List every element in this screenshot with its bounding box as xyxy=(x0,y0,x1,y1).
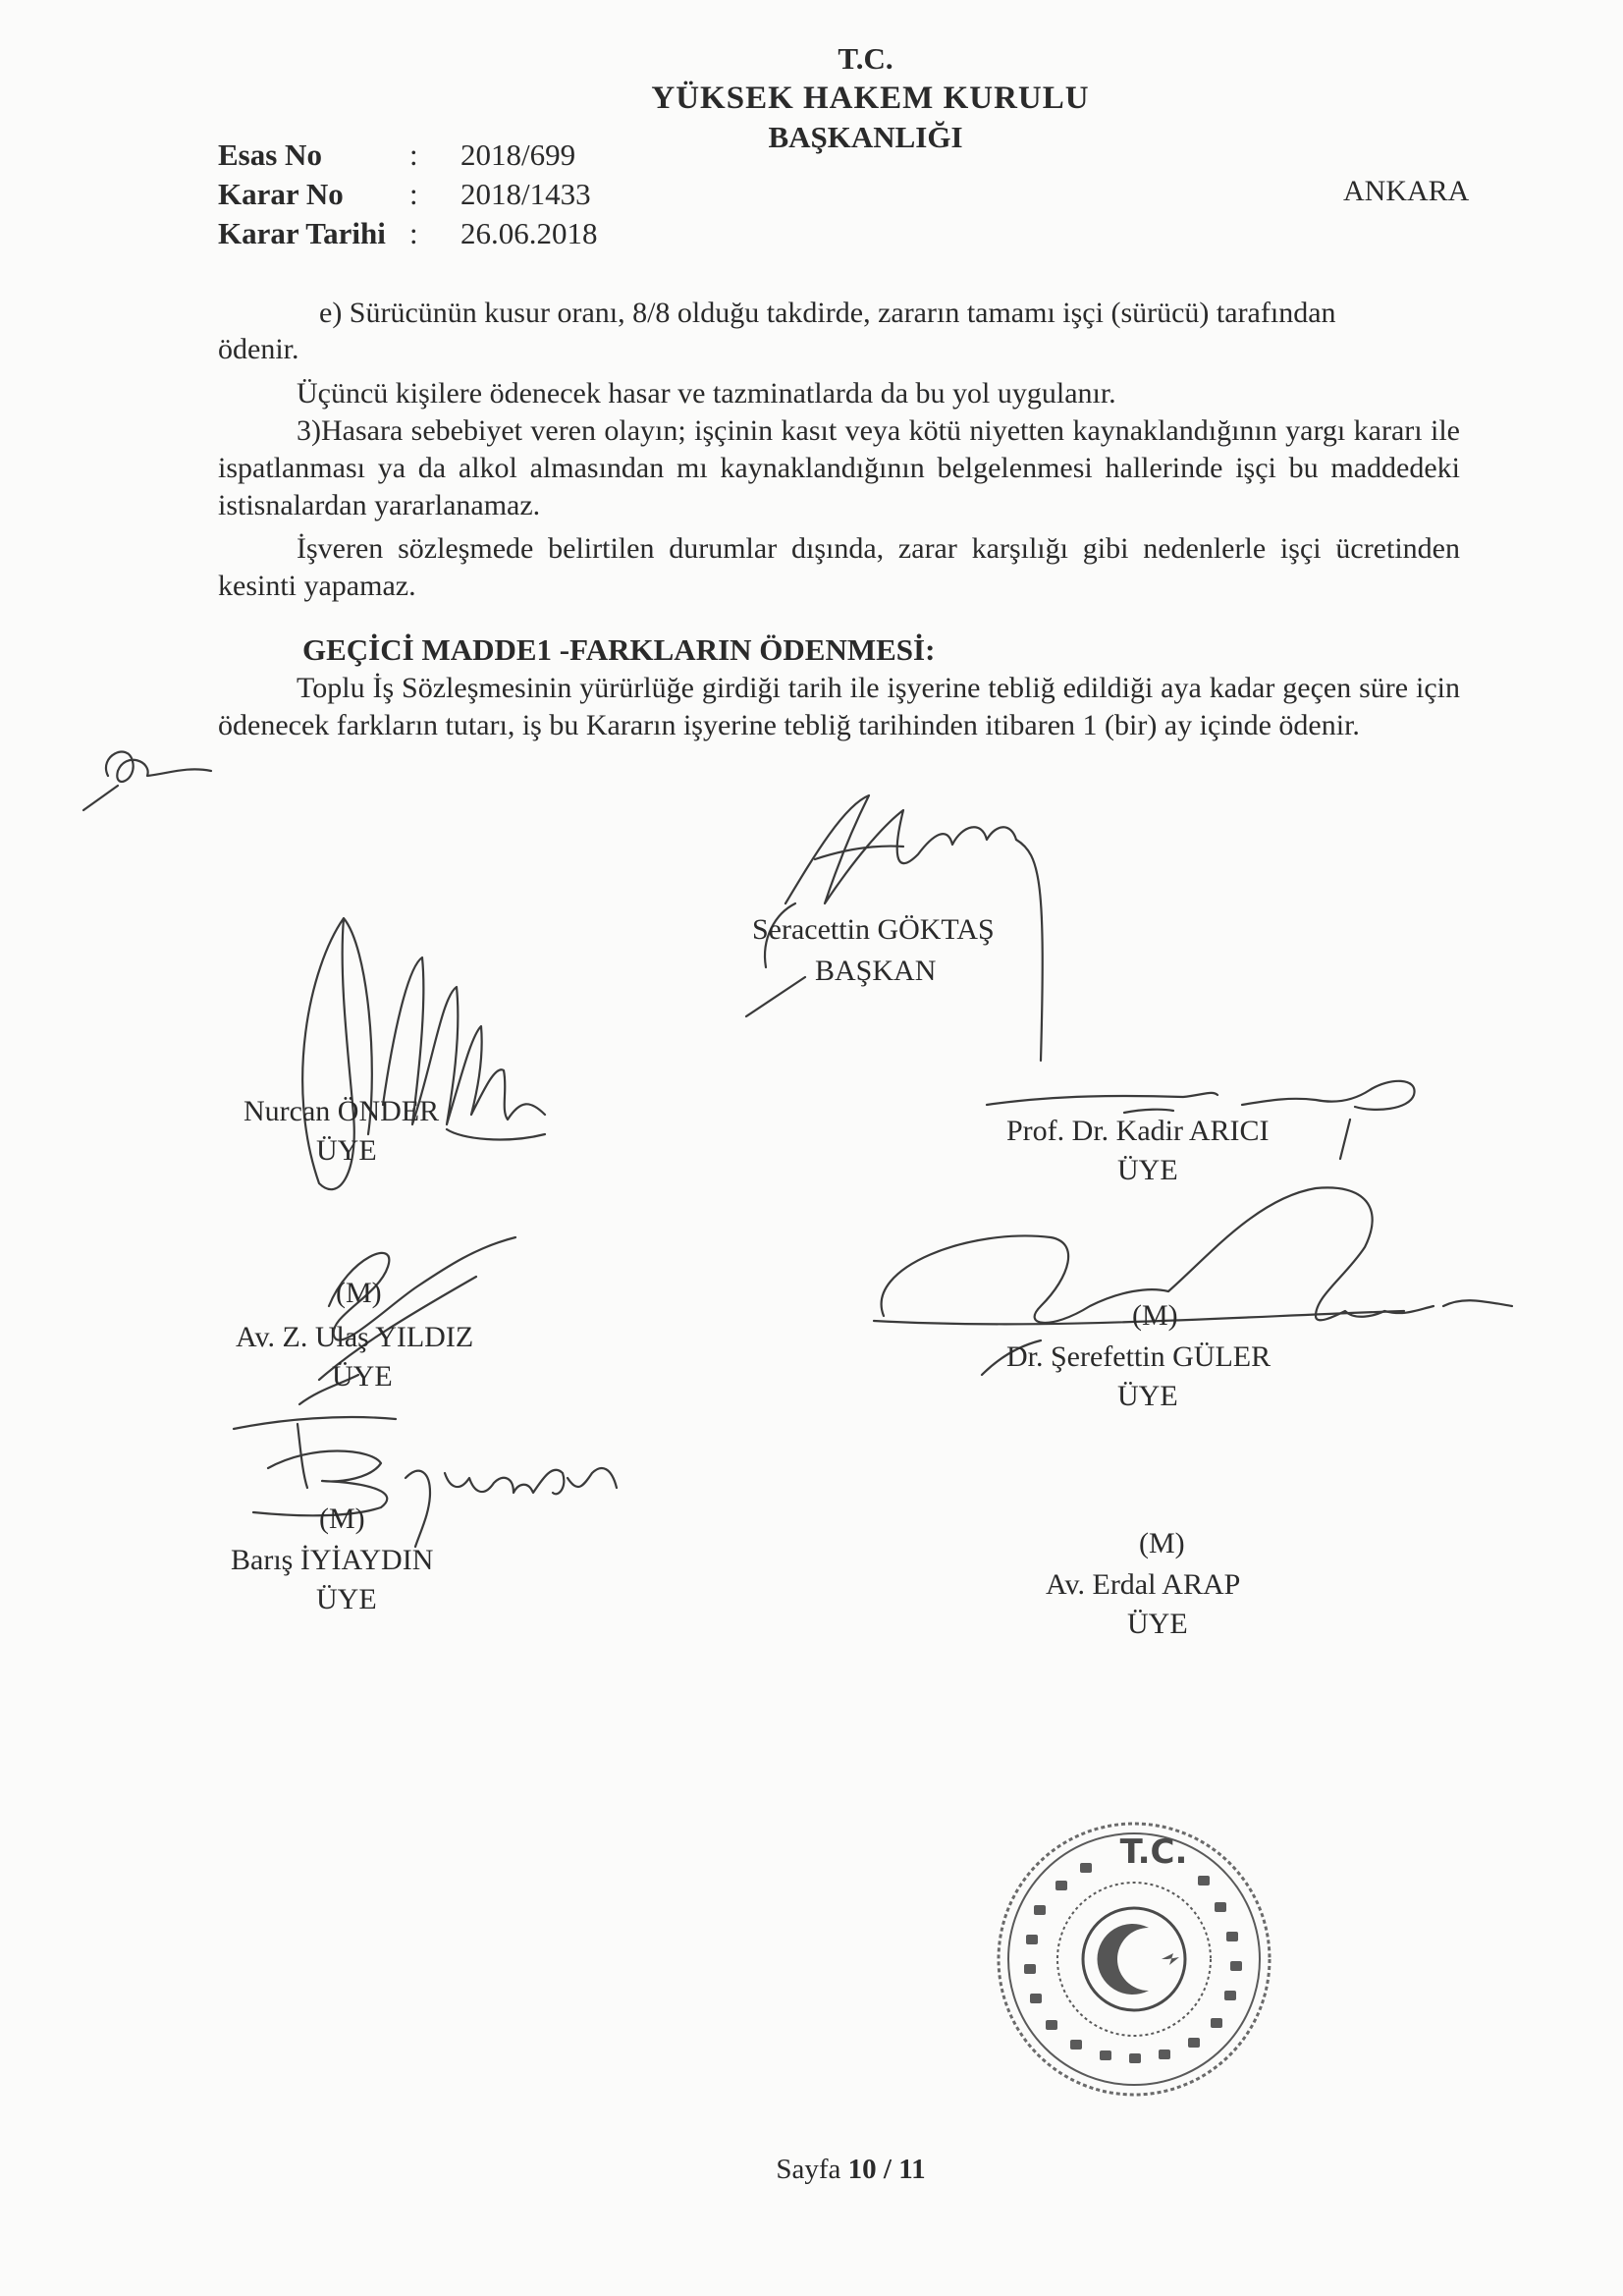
paragraph-employer: İşveren sözleşmede belirtilen durumlar dışında, zarar karşılığı gibi nedenlerle işçi ücretinden kesinti yapamaz. xyxy=(218,532,1460,602)
margin-initial-signature xyxy=(79,737,216,815)
signatory-iyiaydin-mark: (M) xyxy=(319,1503,365,1535)
header-city: ANKARA xyxy=(1343,175,1470,207)
page-prefix: Sayfa xyxy=(776,2154,841,2185)
signatory-goktas-name: Seracettin GÖKTAŞ xyxy=(752,913,995,946)
meta-esas xyxy=(218,137,575,173)
signatory-arap-mark: (M) xyxy=(1139,1527,1185,1559)
signatory-arici-name: Prof. Dr. Kadir ARICI xyxy=(1006,1115,1270,1147)
tarih-label: Karar Tarihi xyxy=(218,216,386,250)
esas-colon: : xyxy=(409,137,418,172)
esas-label: Esas No xyxy=(218,137,322,172)
header-tc: T.C. xyxy=(838,41,893,76)
paragraph-3: 3)Hasara sebebiyet veren olayın; işçinin kasıt veya kötü niyetten kaynaklandığının yargı kararı ile ispatlanması ya da alkol almasından mı kaynaklandığının belgelenmesi hallerinde işçi bu maddedeki istisnalardan yararlanamaz. xyxy=(218,414,1460,521)
signatory-guler-mark: (M) xyxy=(1132,1299,1178,1332)
page-current: 10 xyxy=(847,2154,877,2185)
esas-value: 2018/699 xyxy=(460,137,576,172)
signatory-goktas-role: BAŞKAN xyxy=(815,955,937,987)
header-institution: YÜKSEK HAKEM KURULU xyxy=(651,81,1090,116)
tarih-value: 26.06.2018 xyxy=(460,216,598,250)
header-presidency: BAŞKANLIĞI xyxy=(768,120,963,154)
tarih-colon: : xyxy=(409,216,418,250)
meta-karar xyxy=(218,177,591,212)
paragraph-third-parties: Üçüncü kişilere ödenecek hasar ve tazminatlarda da bu yol uygulanır. xyxy=(297,377,1116,410)
page-total: 11 xyxy=(898,2154,926,2185)
paragraph-e-first: e) Sürücünün kusur oranı, 8/8 olduğu takdirde, zararın tamamı işçi (sürücü) tarafından xyxy=(319,297,1336,329)
paragraph-payment: Toplu İş Sözleşmesinin yürürlüğe girdiği tarih ile işyerine tebliğ edildiği aya kadar geçen süre için ödenecek farkların tutarı, iş bu Kararın işyerine tebliğ tarihinden itibaren 1 (bir) ay içinde ödenir. xyxy=(218,672,1460,741)
signatory-iyiaydin-role: ÜYE xyxy=(316,1583,377,1615)
signatory-arap-name: Av. Erdal ARAP xyxy=(1046,1568,1241,1601)
signatory-yildiz-mark: (M) xyxy=(336,1277,382,1309)
signatory-guler-role: ÜYE xyxy=(1117,1380,1178,1412)
meta-tarih xyxy=(218,216,598,251)
signatory-yildiz-name: Av. Z. Ulaş YILDIZ xyxy=(236,1321,474,1353)
karar-label: Karar No xyxy=(218,177,344,211)
signatory-arici-role: ÜYE xyxy=(1117,1154,1178,1186)
signature-onder xyxy=(250,889,574,1213)
page-separator: / xyxy=(883,2154,892,2185)
karar-value: 2018/1433 xyxy=(460,177,591,211)
official-seal xyxy=(987,1812,1281,2106)
seal-emblem: T.C. xyxy=(1119,1832,1188,1872)
karar-colon: : xyxy=(409,177,418,211)
signatory-guler-name: Dr. Şerefettin GÜLER xyxy=(1006,1340,1271,1373)
signatory-onder-name: Nurcan ÖNDER xyxy=(243,1095,440,1127)
signatory-yildiz-role: ÜYE xyxy=(332,1360,393,1393)
signatory-arap-role: ÜYE xyxy=(1127,1608,1188,1640)
signature-iyiaydin xyxy=(224,1404,636,1552)
section-heading: GEÇİCİ MADDE1 -FARKLARIN ÖDENMESİ: xyxy=(302,632,936,667)
paragraph-e-second: ödenir. xyxy=(218,333,299,365)
page-number xyxy=(0,2154,1623,2186)
signatory-onder-role: ÜYE xyxy=(316,1134,377,1167)
signatory-iyiaydin-name: Barış İYİAYDIN xyxy=(231,1544,434,1576)
